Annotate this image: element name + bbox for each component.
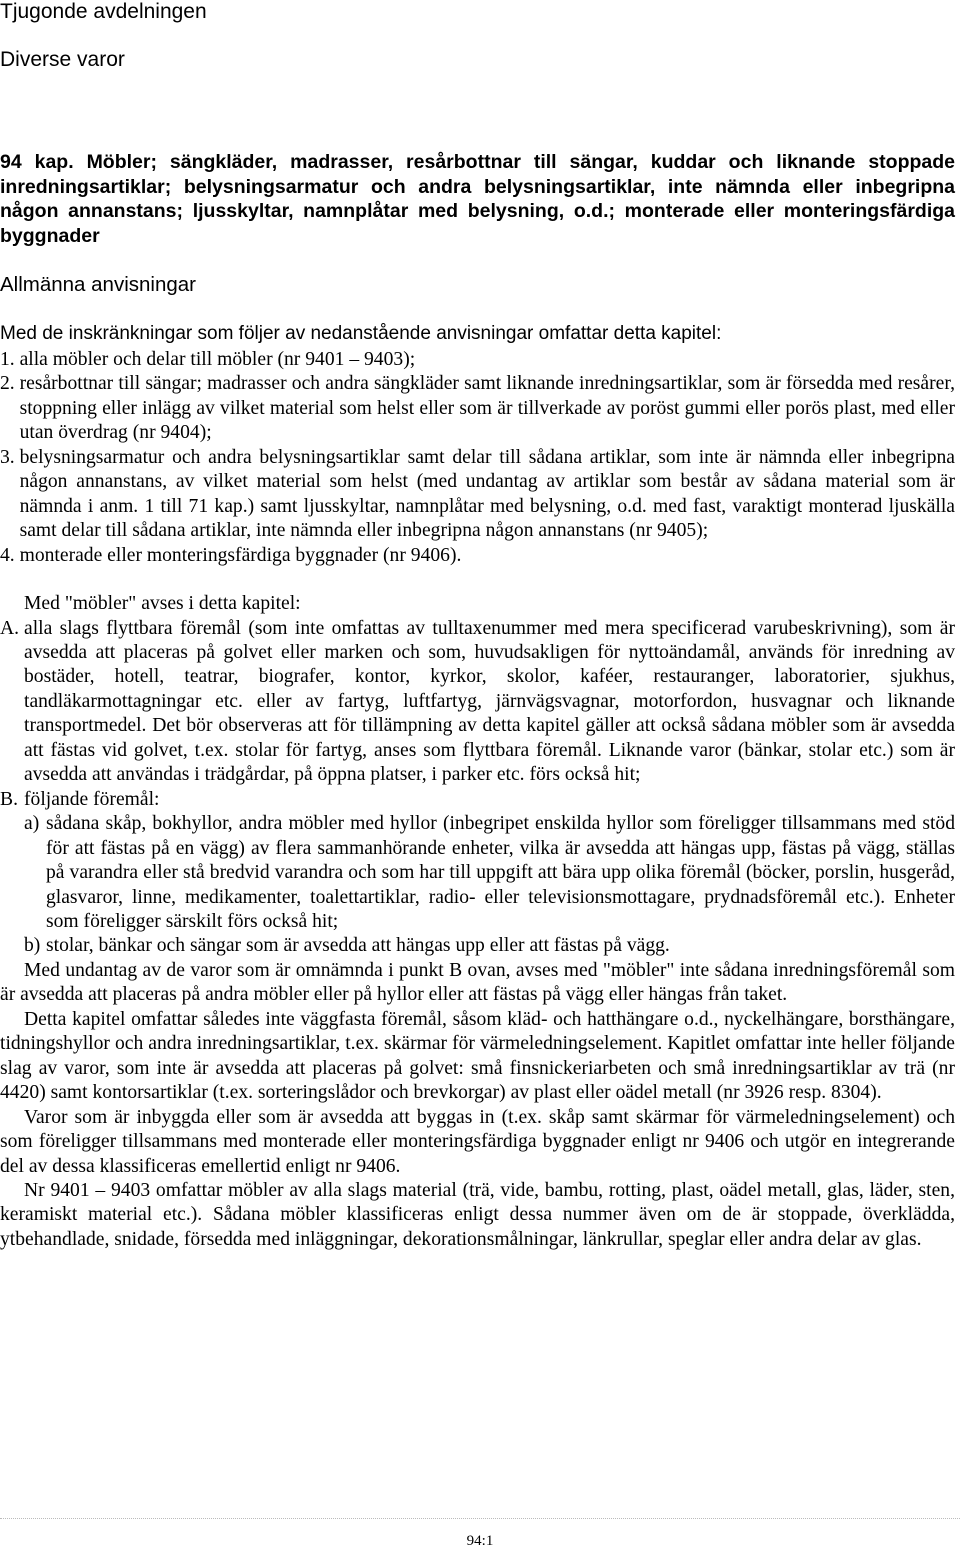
scope-list xyxy=(0,348,955,568)
subitem-label: a) xyxy=(24,813,40,835)
general-notes-body xyxy=(0,348,955,1252)
scope-item-text: belysningsarmatur och andra belysningsartiklar samt delar till sådana artiklar, som inte är nämnda eller inbegripna någon annanstans, av vilket material som helst (med undantag av artiklar som består av sådana material som är nämnda i anm. 1 till 71 kap.) samt ljusskyltar, namnplåtar med belysning, o.d. med fast, varaktigt monterad ljuskälla samt delar till sådana artiklar, inte nämnda eller inbegripna någon annanstans (nr 9405); xyxy=(19,446,955,542)
paragraph: Nr 9401 – 9403 omfattar möbler av alla slags material (trä, vide, bambu, rotting, plast, oädel metall, glas, läder, sten, keramiskt material etc.). Sådana möbler klassificeras enligt dessa nummer även om de är stoppade, överklädda, ytbehandlade, snidade, försedda med inläggningar, dekorationsmålningar, länkrullar, speglar eller andra delar av glas. xyxy=(0,1179,955,1250)
general-notes-heading: Allmänna anvisningar xyxy=(0,273,197,296)
section-title: Tjugonde avdelningen xyxy=(0,0,207,23)
footer-divider xyxy=(0,1518,960,1519)
subitem-label: b) xyxy=(24,935,41,957)
general-notes-intro: Med de inskränkningar som följer av nedanstående anvisningar omfattar detta kapitel: xyxy=(0,323,722,344)
scope-item-number: 3. xyxy=(0,446,20,468)
paragraph: Med undantag av de varor som är omnämnda i punkt B ovan, avses med "möbler" inte sådana inredningsföremål som är avsedda att placeras på andra möbler eller på hyllor eller att fästas på vägg eller hängas från taket. xyxy=(0,959,955,1006)
subitem-text: sådana skåp, bokhyllor, andra möbler med hyllor (inbegripet enskilda hyllor som föreligger tillsammans med stöd för att fästas på en vägg) av flera sammanhörande enheter, vilka är avsedda att hängas upp, fästas på vägg, ställas på varandra eller stå bredvid varandra och som har till uppgift att bära upp olika föremål (böcker, porslin, husgeråd, glasvaror, linne, medikamenter, toalettartiklar, radio- eller televisionsmottagare, prydnadsföremål etc.). Enheter som föreligger särskilt förs också hit; xyxy=(46,813,955,932)
page-number: 94:1 xyxy=(466,1533,494,1549)
scope-item xyxy=(0,544,955,568)
definition-a xyxy=(0,617,955,788)
definition-b-subitem xyxy=(24,934,955,958)
definition-b-text: följande föremål: xyxy=(24,788,160,810)
paragraph: Detta kapitel omfattar således inte väggfasta föremål, såsom kläd- och hatthängare o.d., nyckelhängare, borsthängare, tidningshyllor och andra inredningsartiklar, t.ex. skärmar för värmeledningselement. Kapitlet omfattar inte heller följande slag av varor, som inte är avsedda att placeras på golvet: små finsnickeriarbeten och små inredningsartiklar av trä (nr 4420) samt kontorsartiklar (t.ex. sorteringslådor och brevkorgar) av plast eller oädel metall (nr 3926 resp. 8304). xyxy=(0,1008,955,1104)
scope-item-number: 2. xyxy=(0,373,20,395)
scope-item-text: resårbottnar till sängar; madrasser och andra sängkläder samt liknande inredningsartiklar, som är försedda med resårer, stoppning eller inlägg av vilket material som helst eller som är tillverkade av poröst gummi eller porös plast, med eller utan överdrag (nr 9404); xyxy=(19,373,955,444)
definition-a-label: A. xyxy=(0,617,20,639)
furniture-meaning-intro: Med "möbler" avses i detta kapitel: xyxy=(24,593,301,615)
definition-b-label: B. xyxy=(0,788,18,810)
chapter-heading: 94 kap. Möbler; sängkläder, madrasser, resårbottnar till sängar, kuddar och liknande stoppade inredningsartiklar; belysningsarmatur och andra belysningsartiklar, inte nämnda eller inbegripna någon annanstans; ljusskyltar, namnplåtar med belysning, o.d.; monterade eller monteringsfärdiga byggnader xyxy=(0,151,955,247)
scope-item xyxy=(0,348,955,372)
definition-b-subitem xyxy=(24,812,955,934)
scope-item-text: monterade eller monteringsfärdiga byggnader (nr 9406). xyxy=(19,544,462,566)
definition-b xyxy=(0,788,955,812)
scope-item xyxy=(0,446,955,544)
scope-item-number: 1. xyxy=(0,349,20,370)
paragraph: Varor som är inbyggda eller som är avsedda att byggas in (t.ex. skåp samt skärmar för värmeledningselement) och som föreligger tillsammans med monterade eller monteringsfärdiga byggnader enligt nr 9406 och utgör en integrerande del av dessa klassificeras emellertid enligt nr 9406. xyxy=(0,1106,955,1177)
scope-item-text: alla möbler och delar till möbler (nr 9401 – 9403); xyxy=(19,349,416,370)
subitem-text: stolar, bänkar och sängar som är avsedda att hängas upp eller att fästas på vägg. xyxy=(46,935,670,957)
definition-a-text: alla slags flyttbara föremål (som inte omfattas av tulltaxenummer med mera specificerad varubeskrivning), som är avsedda att placeras på golvet eller marken och som, huvudsakligen för nyttoändamål, används för inredning av bostäder, hotell, teatrar, biografer, kontor, kyrkor, skolor, kaféer, restauranger, laboratorier, sjukhus, tandläkarmottagningar etc. eller av fartyg, luftfartyg, järnvägsvagnar, motorfordon, husvagnar och liknande transportmedel. Det bör observeras att för tillämpning av detta kapitel gäller att också sådana möbler som är avsedda att fästas vid golvet, t.ex. stolar för fartyg, anses som flyttbara föremål. Liknande varor (bänkar, stolar etc.) som är avsedda att användas i trädgårdar, på öppna platser, i parker etc. förs också hit; xyxy=(24,617,955,786)
scope-item xyxy=(0,372,955,445)
section-subtitle: Diverse varor xyxy=(0,48,125,71)
scope-item-number: 4. xyxy=(0,544,20,566)
